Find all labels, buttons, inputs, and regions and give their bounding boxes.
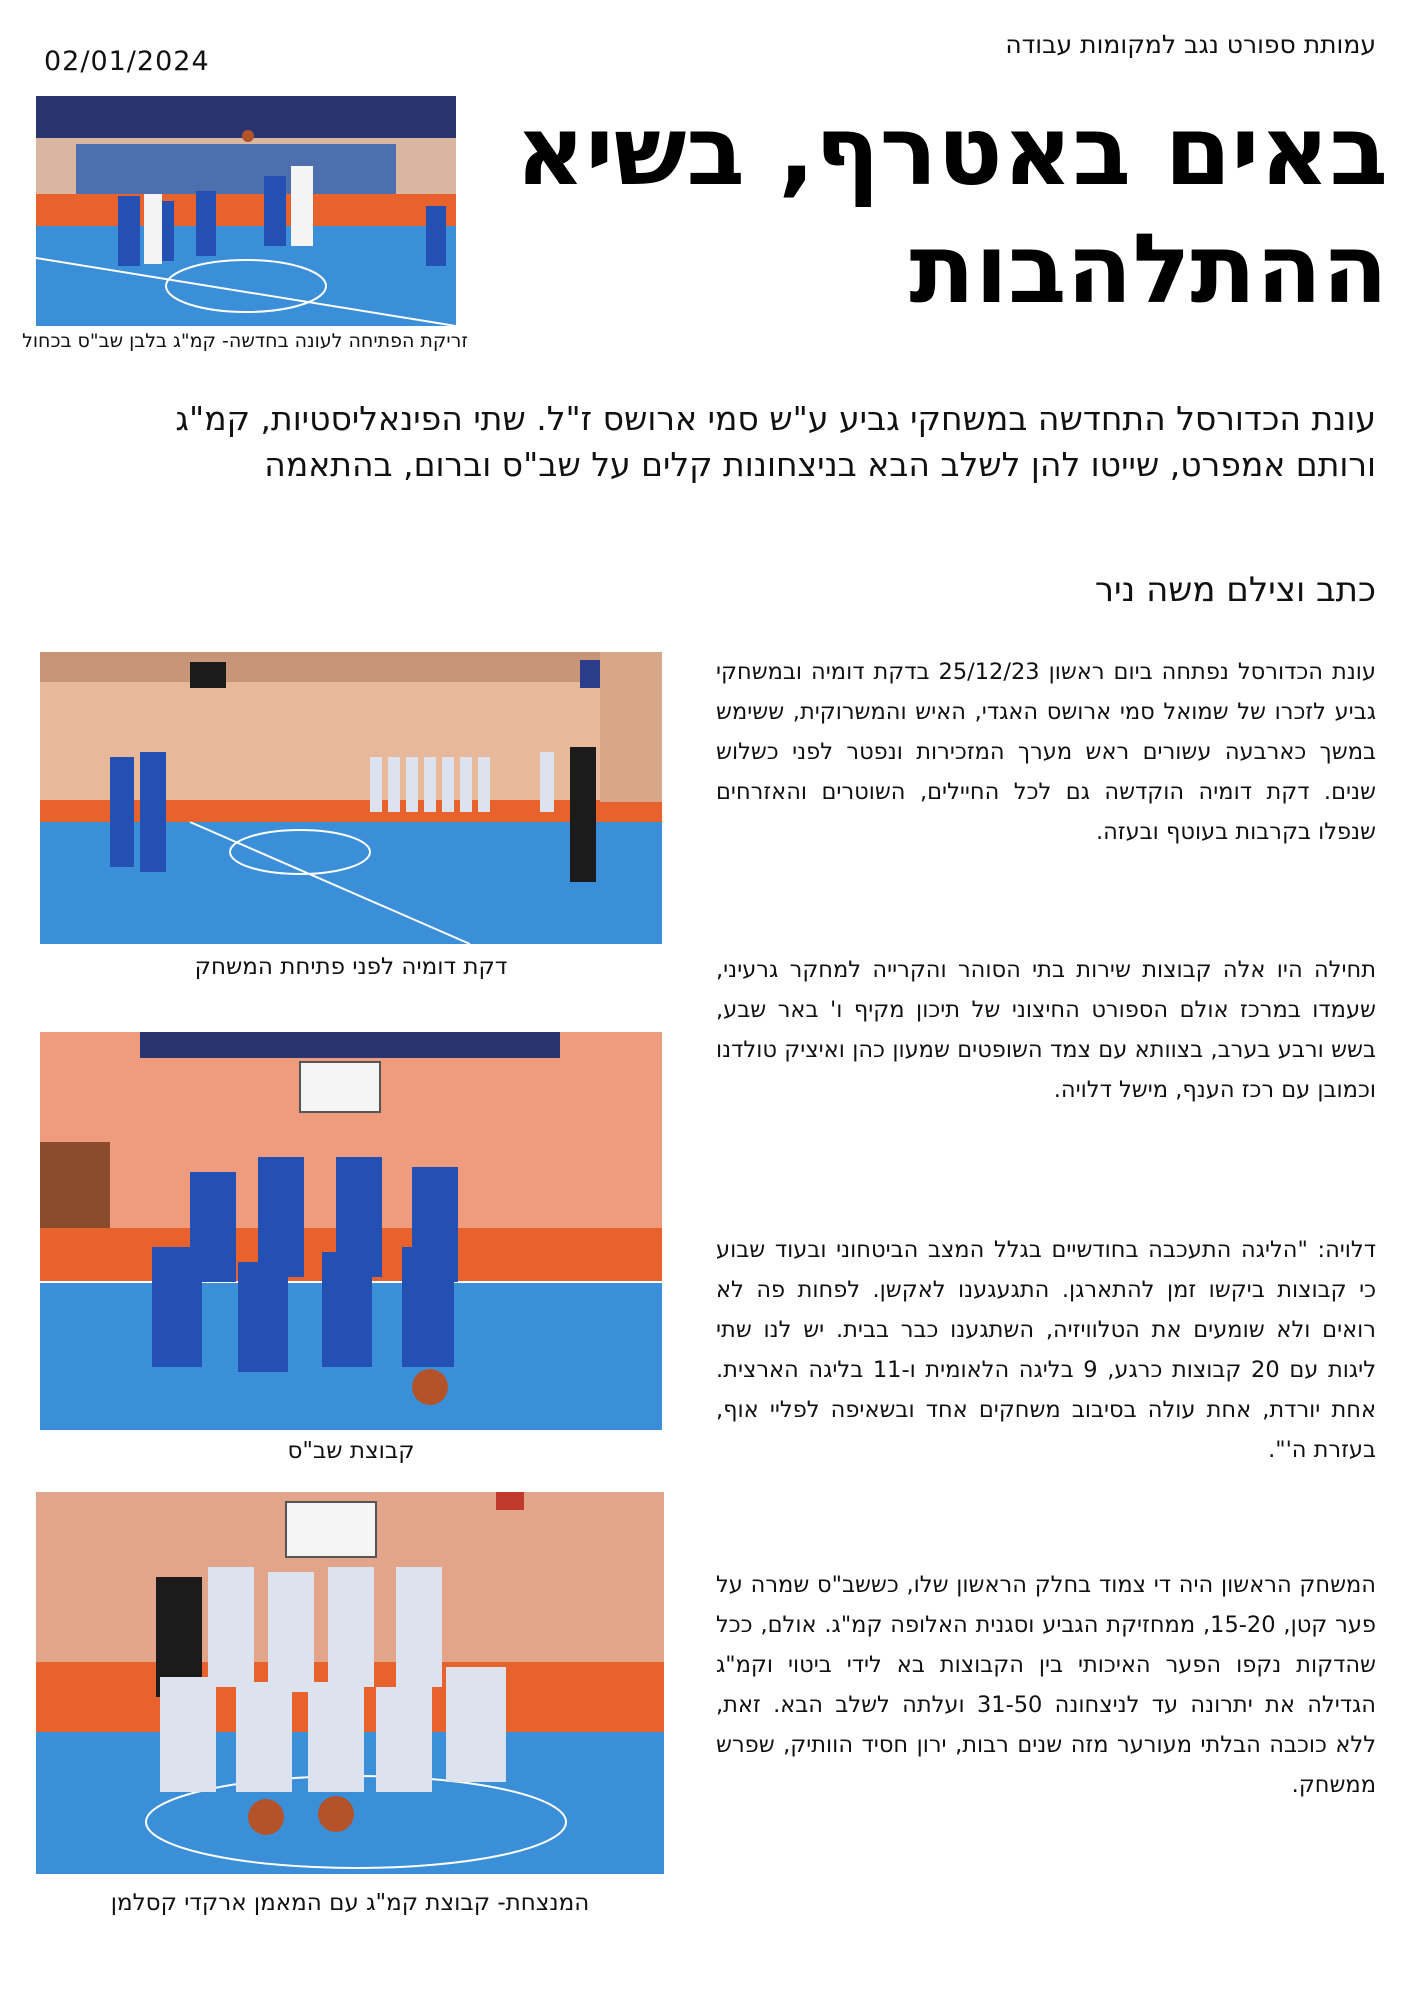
photo-minute-silence [40,652,662,944]
article-paragraph-4: המשחק הראשון היה די צמוד בחלק הראשון שלו, כששב"ס שמרה על פער קטן, 15-20, ממחזיקת הגביע וסגנית האלופה קמ"ג. אולם, ככל שהדקות נקפו הפער האיכותי בין הקבוצות בא לידי ביטוי וקמ"ג הגדילה את יתרונה עד לניצחונה 31-50 ועלתה לשלב הבא. זאת, ללא כוכבה הבלתי מעורער מזה שנים רבות, ירון חסיד הוותיק, שפרש ממשחק. [716,1572,1376,1798]
caption-team-winner: המנצחת- קבוצת קמ"ג עם המאמן ארקדי קסלמן [110,1890,590,1916]
caption-minute-silence: דקת דומיה לפני פתיחת המשחק [194,954,508,980]
article-paragraph-3: דלויה: "הליגה התעכבה בחודשיים בגלל המצב הביטחוני ובעוד שבוע כי קבוצות ביקשו זמן להתארגן. התגעגענו לאקשן. לפחות פה לא רואים ולא שומעים את הטלוויזיה, השתגענו כבר בבית. יש לנו שתי ליגות עם 20 קבוצות כרגע, 9 בליגה הלאומית ו-11 בליגה הארצית. אחת יורדת, אחת עולה בסיבוב משחקים אחד ובשאיפה לפליי אוף, בעזרת ה'". [716,1237,1376,1463]
subtitle-lead: עונת הכדורסל התחדשה במשחקי גביע ע"ש סמי ארושס ז"ל. שתי הפינאליסטיות, קמ"ג ורותם אמפרט, שייטו להן לשלב הבא בניצחונות קלים על שב"ס וברום, בהתאמה [175,399,1376,484]
photo-tipoff [36,96,456,326]
caption-team-shabas: קבוצת שב"ס [287,1438,415,1464]
headline: באים באטרף, בשיא ההתלהבות [515,95,1388,325]
article-paragraph-2: תחילה היו אלה קבוצות שירות בתי הסוהר והקרייה למחקר גרעיני, שעמדו במרכז אולם הספורט החיצוני של תיכון מקיף ו' באר שבע, בשש ורבע בערב, בצוותא עם צמד השופטים שמעון כהן ואיציק טולדנו וכמובן עם רכז הענף, מישל דלויה. [716,957,1376,1103]
article-date: 02/01/2024 [44,46,210,77]
photo-team-shabas [40,1032,662,1430]
organization-name: עמותת ספורט נגב למקומות עבודה [1005,30,1376,59]
caption-tipoff: זריקת הפתיחה לעונה בחדשה- קמ"ג בלבן שב"ס בכחול [22,330,468,352]
byline: כתב וצילם משה ניר [1094,570,1376,610]
photo-team-winner [36,1492,664,1874]
article-paragraph-1: עונת הכדורסל נפתחה ביום ראשון 25/12/23 בדקת דומיה ובמשחקי גביע לזכרו של שמואל סמי ארושס האגדי, האיש והמשרוקית, ששימש במשך כארבעה עשורים ראש מערך המזכירות ונפטר לפני כשלוש שנים. דקת דומיה הוקדשה גם לכל החיילים, השוטרים והאזרחים שנפלו בקרבות בעוטף ובעזה. [716,659,1376,845]
